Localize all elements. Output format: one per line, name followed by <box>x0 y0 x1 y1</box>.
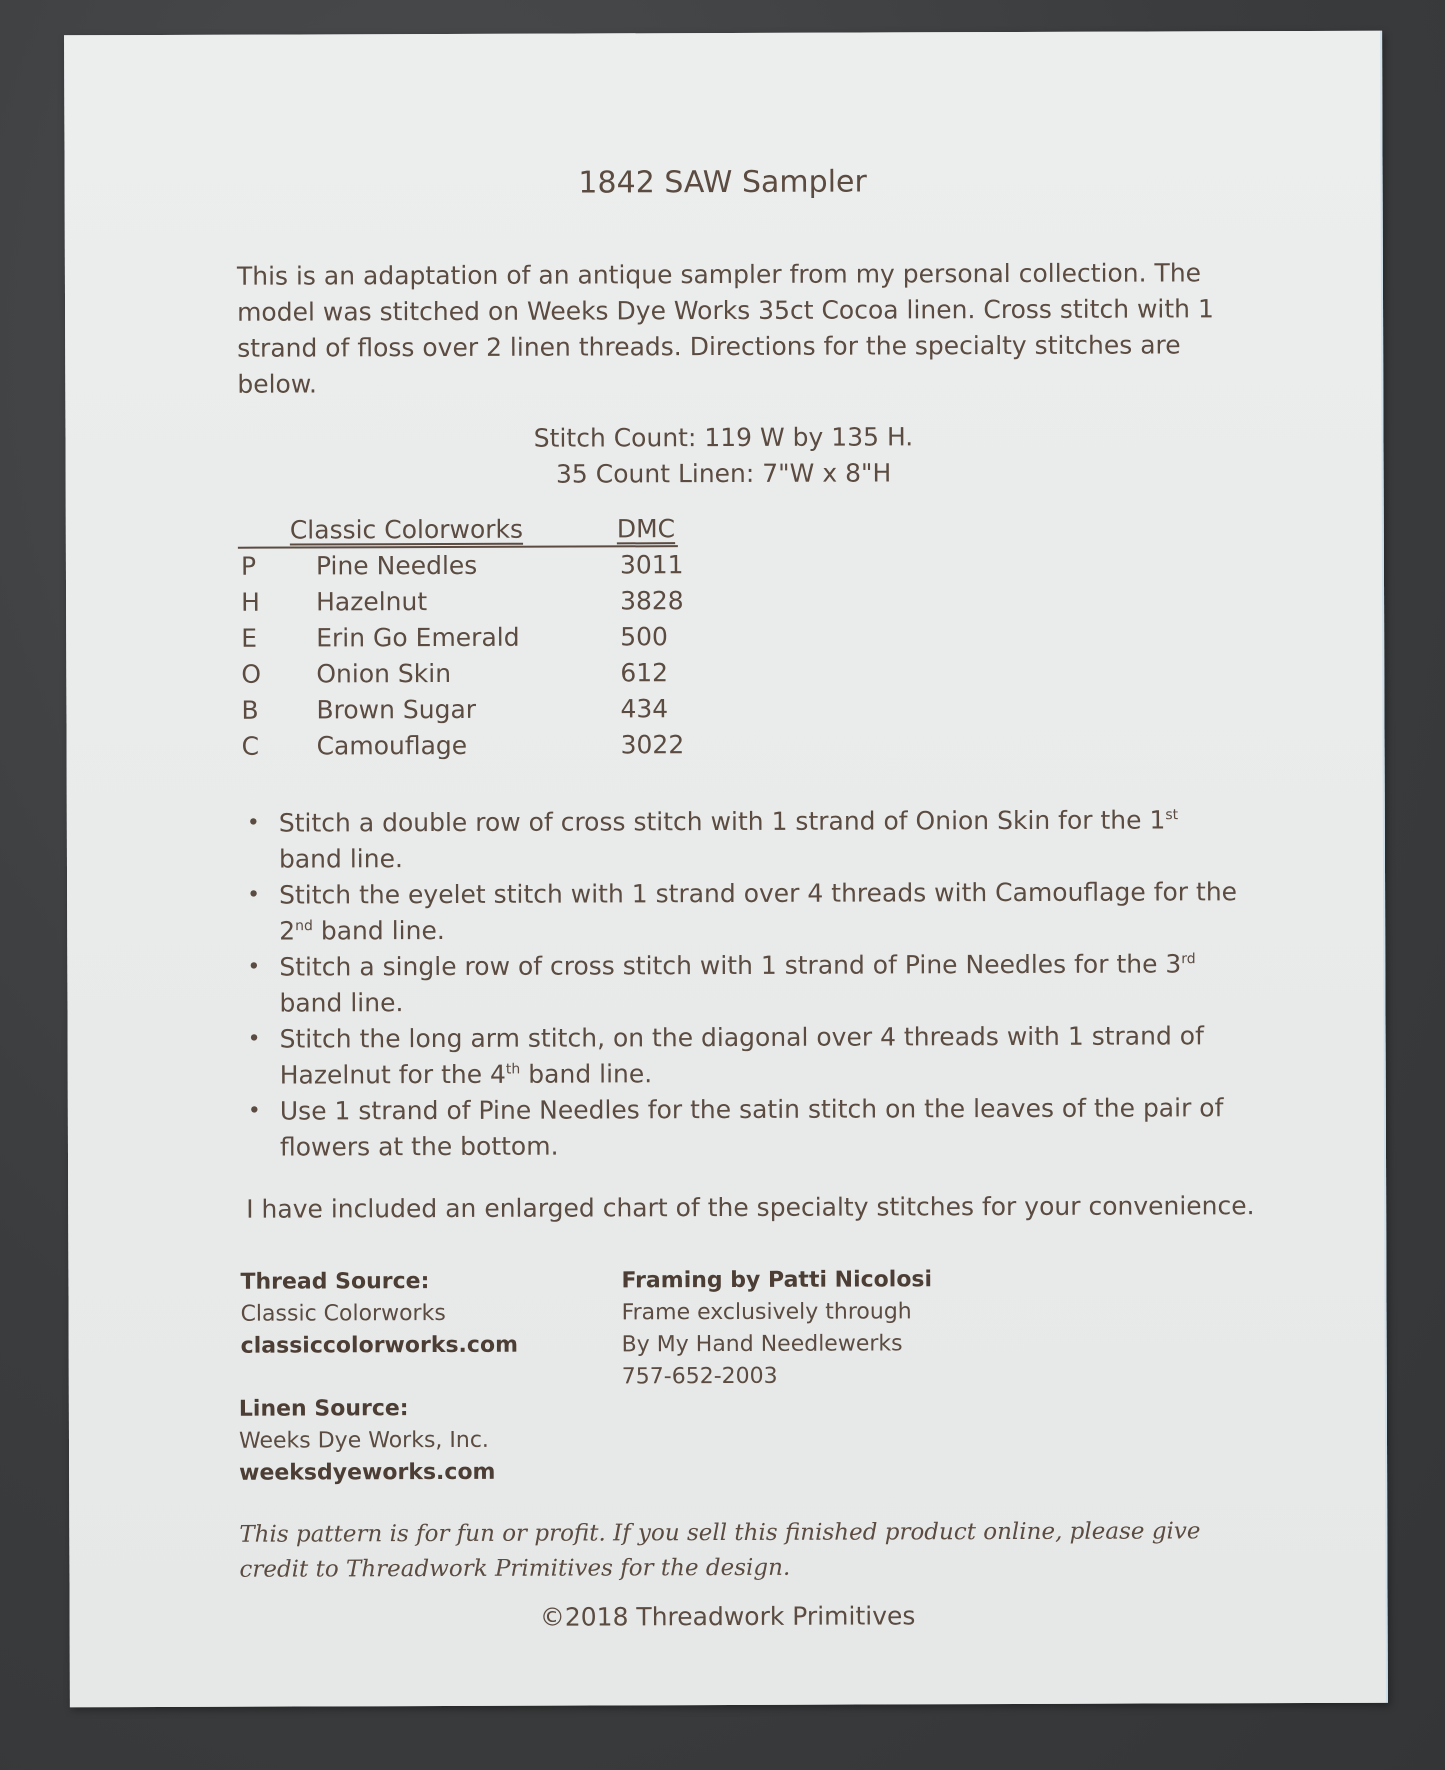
row-symbol: H <box>241 587 260 617</box>
row-dmc: 3011 <box>619 550 684 580</box>
thread-source-name: Classic Colorworks <box>240 1300 446 1327</box>
table-header-brand: Classic Colorworks <box>289 514 524 545</box>
row-symbol: C <box>241 731 260 761</box>
row-dmc: 3828 <box>620 586 684 616</box>
row-symbol: P <box>240 551 257 581</box>
thread-source-label: Thread Source: <box>240 1269 430 1295</box>
table-header-dmc: DMC <box>616 514 676 544</box>
list-item: • Stitch the long arm stitch, on the diagonal over 4 threads with 1 strand of Hazelnut for the 4th band line. <box>240 1018 1240 1093</box>
row-color-name: Camouflage <box>316 730 468 761</box>
thread-source-url: classiccolorworks.com <box>240 1332 519 1359</box>
linen-source-label: Linen Source: <box>238 1396 409 1422</box>
stitch-count: Stitch Count: 119 W by 135 H. <box>533 422 914 453</box>
list-item: • Stitch a double row of cross stitch with 1 strand of Onion Skin for the 1st band line. <box>239 802 1239 877</box>
linen-source-name: Weeks Dye Works, Inc. <box>238 1427 489 1454</box>
linen-source-url: weeksdyeworks.com <box>239 1459 496 1486</box>
row-color-name: Onion Skin <box>316 658 452 689</box>
stitch-instructions-list <box>239 802 1240 1165</box>
row-dmc: 3022 <box>620 730 685 760</box>
framing-label: Framing by Patti Nicolosi <box>621 1267 933 1294</box>
pattern-sheet <box>64 31 1388 1708</box>
row-symbol: E <box>241 623 258 653</box>
framing-line2: By My Hand Needlewerks <box>621 1331 903 1358</box>
row-color-name: Pine Needles <box>315 550 478 581</box>
row-symbol: O <box>241 659 262 689</box>
framing-line1: Frame exclusively through <box>621 1299 912 1326</box>
row-symbol: B <box>241 695 259 725</box>
row-dmc: 500 <box>620 622 668 652</box>
list-item: • Use 1 strand of Pine Needles for the satin stitch on the leaves of the pair of flowers at the bottom. <box>240 1090 1240 1165</box>
list-item: • Stitch the eyelet stitch with 1 strand over 4 threads with Camouflage for the 2nd band line. <box>239 874 1239 949</box>
row-dmc: 434 <box>620 694 669 724</box>
enlarged-chart-note: I have included an enlarged chart of the specialty stitches for your convenience. <box>246 1191 1255 1224</box>
linen-size: 35 Count Linen: 7"W x 8"H <box>555 458 892 489</box>
document-title: 1842 SAW Sampler <box>578 164 867 201</box>
row-color-name: Brown Sugar <box>316 694 477 725</box>
row-color-name: Hazelnut <box>316 587 428 617</box>
list-item: • Stitch a single row of cross stitch with 1 strand of Pine Needles for the 3rd band line. <box>239 946 1239 1021</box>
framing-phone: 757-652-2003 <box>621 1363 778 1390</box>
usage-disclaimer: This pattern is for fun or profit. If you sell this finished product online, please give credit to Threadwork Primitives for the design. <box>239 1518 1201 1583</box>
row-dmc: 612 <box>620 658 669 688</box>
copyright: ©2018 Threadwork Primitives <box>539 1601 916 1632</box>
intro-paragraph: This is an adaptation of an antique sampler from my personal collection. The model was stitched on Weeks Dye Works 35ct Cocoa linen. Cross stitch with 1 strand of floss over 2 linen threads. Directions for the specialty stitches are below. <box>236 258 1214 399</box>
row-color-name: Erin Go Emerald <box>316 622 520 653</box>
